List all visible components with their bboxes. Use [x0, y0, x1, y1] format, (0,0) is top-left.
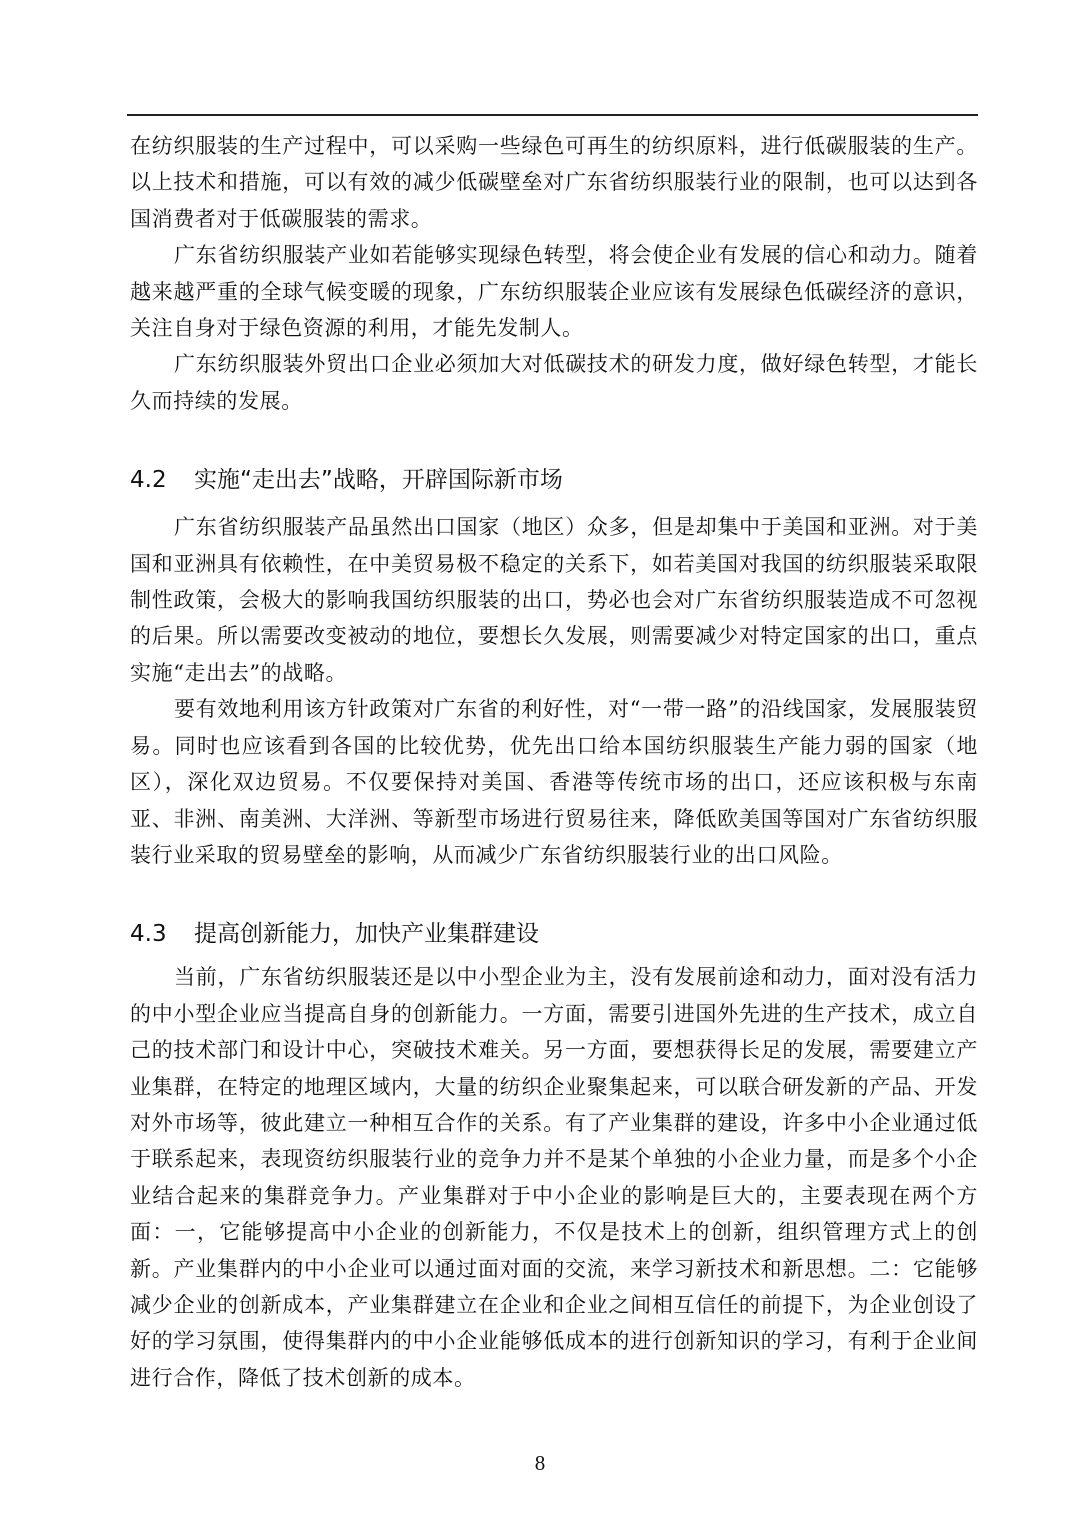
body-paragraph: 要有效地利用该方针政策对广东省的利好性，对“一带一路”的沿线国家，发展服装贸易。同时也应该看到各国的比较优势，优先出口给本国纺织服装生产能力弱的国家（地区），深化双边贸易。不仅要保持对美国、香港等传统市场的出口，还应该积极与东南亚、非洲、南美洲、大洋洲、等新型市场进行贸易往来，降低欧美国等国对广东省纺织服装行业采取的贸易壁垒的影响，从而减少广东省纺织服装行业的出口风险。	[130, 697, 978, 867]
section-title: 提高创新能力，加快产业集群建设	[194, 921, 539, 948]
header-rule	[127, 114, 978, 116]
page-number: 8	[534, 1451, 546, 1475]
body-paragraph: 广东省纺织服装产品虽然出口国家（地区）众多，但是却集中于美国和亚洲。对于美国和亚洲具有依赖性，在中美贸易极不稳定的关系下，如若美国对我国的纺织服装采取限制性政策，会极大的影响我国纺织服装的出口，势必也会对广东省纺织服装造成不可忽视的后果。所以需要改变被动的地位，要想长久发展，则需要减少对特定国家的出口，重点实施“走出去”的战略。	[130, 515, 978, 685]
section-number: 4.2	[130, 467, 167, 494]
section-number: 4.3	[130, 921, 167, 948]
body-paragraph: 当前，广东省纺织服装还是以中小型企业为主，没有发展前途和动力，面对没有活力的中小型企业应当提高自身的创新能力。一方面，需要引进国外先进的生产技术，成立自己的技术部门和设计中心，突破技术难关。另一方面，要想获得长足的发展，需要建立产业集群，在特定的地理区域内，大量的纺织企业聚集起来，可以联合研发新的产品、开发对外市场等，彼此建立一种相互合作的关系。有了产业集群的建设，许多中小企业通过低于联系起来，表现资纺织服装行业的竞争力并不是某个单独的小企业力量，而是多个小企业结合起来的集群竞争力。产业集群对于中小企业的影响是巨大的，主要表现在两个方面：一，它能够提高中小企业的创新能力，不仅是技术上的创新，组织管理方式上的创新。产业集群内的中小企业可以通过面对面的交流，来学习新技术和新思想。二：它能够减少企业的创新成本，产业集群建立在企业和企业之间相互信任的前提下，为企业创设了好的学习氛围，使得集群内的中小企业能够低成本的进行创新知识的学习，有利于企业间进行合作，降低了技术创新的成本。	[130, 965, 978, 1390]
section-heading-4-3	[130, 914, 978, 954]
section-heading-4-2	[130, 460, 978, 500]
section-title: 实施“走出去”战略，开辟国际新市场	[194, 467, 563, 494]
body-paragraph: 在纺织服装的生产过程中，可以采购一些绿色可再生的纺织原料，进行低碳服装的生产。以上技术和措施，可以有效的减少低碳壁垒对广东省纺织服装行业的限制，也可以达到各国消费者对于低碳服装的需求。	[130, 134, 978, 231]
page-body	[130, 128, 978, 1396]
body-paragraph: 广东纺织服装外贸出口企业必须加大对低碳技术的研发力度，做好绿色转型，才能长久而持续的发展。	[130, 352, 978, 413]
body-paragraph: 广东省纺织服装产业如若能够实现绿色转型，将会使企业有发展的信心和动力。随着越来越严重的全球气候变暖的现象，广东纺织服装企业应该有发展绿色低碳经济的意识，关注自身对于绿色资源的利用，才能先发制人。	[130, 243, 978, 341]
